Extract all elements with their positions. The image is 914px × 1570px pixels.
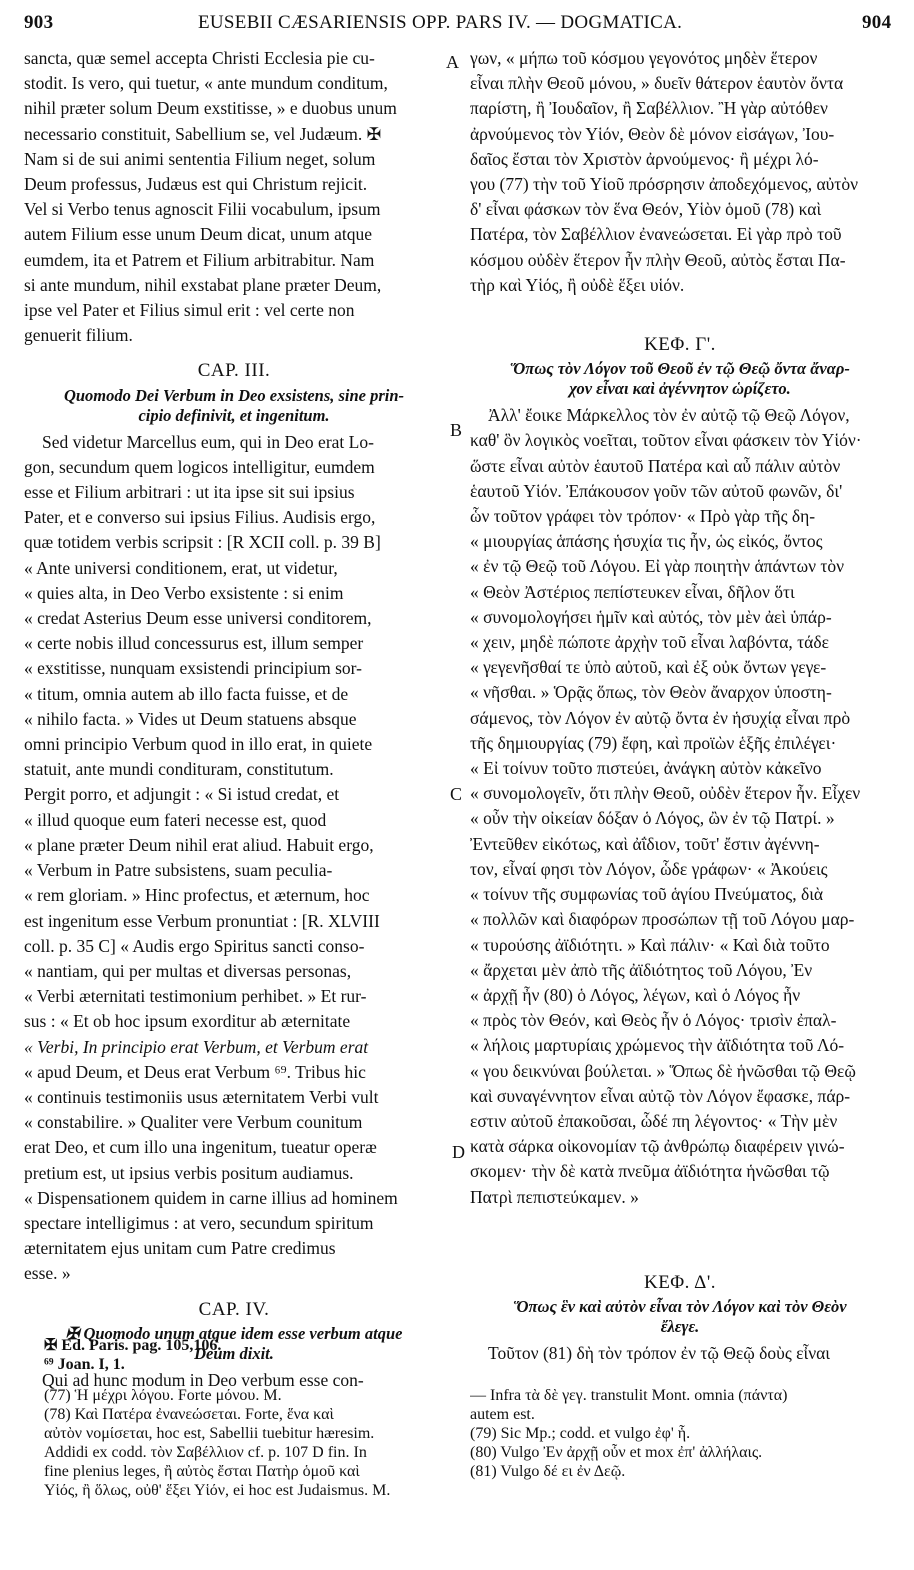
text-line: Τοῦτον (81) δὴ τὸν τρόπον ἐν τῷ Θεῷ δοὺς εἶναι bbox=[488, 1342, 830, 1363]
text-line: eumdem, ita et Patrem et Filium arbitrabitur. Nam bbox=[24, 249, 375, 270]
greek-paragraph-2 bbox=[470, 403, 890, 1210]
text-line: « πολλῶν καὶ διαφόρων προσώπων τῇ τοῦ Λόγου μαρ- bbox=[470, 909, 855, 930]
text-line: τον, εἶναί φησι τὸν Λόγον, ὧδε γράφων· « Ἀκούεις bbox=[470, 858, 828, 879]
text-line: δ' εἶναι φάσκων τὸν ἕνα Θεόν, Υἱὸν ὁμοῦ (78) καὶ bbox=[470, 199, 822, 220]
text-line: « plane præter Deum nihil erat aliud. Habuit ergo, bbox=[24, 834, 374, 855]
text-line: « credat Asterius Deum esse universi conditorem, bbox=[24, 608, 372, 629]
text-line: τῆς δημιουργίας (79) ἔφη, καὶ προϊὼν ἑξῆς ἐπιλέγει· bbox=[470, 732, 837, 753]
text-line: « exstitisse, nunquam exsistendi principium sor- bbox=[24, 658, 362, 679]
text-line: δαῖος ἔσται τὸν Χριστὸν ἀρνούμενος· ἢ μέχρι λό- bbox=[470, 148, 819, 169]
chapter-title-line: Quomodo Dei Verbum in Deo exsistens, sine prin- bbox=[63, 385, 405, 405]
critical-notes-right bbox=[470, 1386, 890, 1481]
text-line: ipse vel Pater et Filius simul erit : vel certe non bbox=[24, 300, 355, 321]
text-line: « Θεὸν Ἀστέριος πεπίστευκεν εἶναι, δῆλον ὅτι bbox=[470, 581, 795, 602]
text-line: « titum, omnia autem ab illo facta fuisse, et de bbox=[24, 683, 349, 704]
text-line: Ἀλλ' ἔοικε Μάρκελλος τὸν ἐν αὐτῷ τῷ Θεῷ Λόγον, bbox=[488, 405, 850, 426]
text-line: spectare intelligimus : at vero, secundum spiritum bbox=[24, 1212, 374, 1233]
chapter-title-line: cipio definivit, et ingenitum. bbox=[138, 405, 330, 425]
text-line: « Ante universi conditionem, erat, ut videtur, bbox=[24, 557, 338, 578]
running-title: EUSEBII CÆSARIENSIS OPP. PARS IV. — DOGMATICA. bbox=[198, 12, 683, 33]
text-line: « συνομολογεῖν, ὅτι πλὴν Θεοῦ, οὐδὲν ἕτερον ἦν. Εἶχεν bbox=[470, 783, 861, 804]
footnote-edition: ✠ Ed. Paris. pag. 105,106. bbox=[44, 1337, 222, 1354]
text-line: εστιν αὐτοῦ ἐπακοῦσαι, ὧδέ πη λέγοντος· « Τὴν μὲν bbox=[470, 1110, 838, 1131]
text-line: erat Deo, et cum illo una ingenitum, tueatur operæ bbox=[24, 1137, 377, 1158]
chapter-title-line: Deum dixit. bbox=[194, 1343, 274, 1363]
text-line: ἀρνούμενος τὸν Υἱόν, Θεὸν δὲ μόνον εἰσάγων, Ἰου- bbox=[470, 123, 835, 144]
text-line: « nihilo facta. » Vides ut Deum statuens absque bbox=[24, 708, 357, 729]
latin-paragraph-2 bbox=[24, 430, 444, 1287]
margin-letter-b: B bbox=[450, 420, 463, 440]
note-line: (77) Ἡ μέχρι λόγου. Forte μόνου. M. bbox=[44, 1387, 282, 1404]
text-line: Sed videtur Marcellus eum, qui in Deo erat Lo- bbox=[42, 431, 374, 452]
text-line: est ingenitum esse Verbum pronuntiat : [R. XLVIII bbox=[24, 910, 380, 931]
text-line: « Verbum in Patre subsistens, suam peculia- bbox=[24, 860, 333, 881]
text-line: « γου δεικνύναι βούλεται. » Ὅπως δὲ ἡνῶσθαι τῷ Θεῷ bbox=[470, 1060, 856, 1081]
text-line: « ἐν τῷ Θεῷ τοῦ Λόγου. Εἰ γὰρ ποιητὴν ἁπάντων τὸν bbox=[470, 556, 845, 577]
text-line: « ἀρχῇ ἦν (80) ὁ Λόγος, λέγων, καὶ ὁ Λόγος ἦν bbox=[470, 984, 801, 1005]
text-line: « illud quoque eum fateri necesse est, quod bbox=[24, 809, 327, 830]
text-line: sus : « Et ob hoc ipsum exorditur ab æternitate bbox=[24, 1011, 351, 1032]
greek-paragraph-1 bbox=[470, 46, 890, 298]
text-line: stodit. Is vero, qui tuetur, « ante mundum conditum, bbox=[24, 73, 388, 94]
text-line: « οὖν τὴν οἰκείαν δόξαν ὁ Λόγος, ὢν ἐν τῷ Πατρί. » bbox=[470, 808, 835, 829]
text-line: « Εἰ τοίνυν τοῦτο πιστεύει, ἀνάγκη αὐτὸν κἀκεῖνο bbox=[470, 758, 822, 779]
margin-letter-d: D bbox=[452, 1142, 465, 1162]
text-line: « certe nobis illud concessurus est, illum semper bbox=[24, 633, 364, 654]
footnote-references bbox=[44, 1336, 444, 1374]
chapter-title-kef-3 bbox=[470, 359, 890, 399]
text-line: γου (77) τὴν τοῦ Υἱοῦ πρόσρησιν ἀποδεχόμενος, αὐτὸν bbox=[470, 174, 858, 195]
chapter-heading-kef-3: ΚΕΦ. Γ'. bbox=[644, 334, 716, 356]
text-line: « constabilire. » Qualiter vere Verbum counitum bbox=[24, 1112, 363, 1133]
chapter-title-line: Ὅπως ἓν καὶ αὐτὸν εἶναι τὸν Λόγον καὶ τὸν Θεὸν bbox=[513, 1296, 847, 1316]
text-line: quæ totidem verbis scripsit : [R XCII coll. p. 39 B] bbox=[24, 532, 381, 553]
text-line: Pater, et e converso sui ipsius Filius. Audisis ergo, bbox=[24, 507, 376, 528]
note-line: αὐτὸν νομίσεται, hoc est, Sabellii tuebitur hæresim. bbox=[44, 1425, 375, 1442]
text-line: κατὰ σάρκα οἰκονομίαν τῷ ἀνθρώπῳ διαφέρειν γινώ- bbox=[470, 1136, 845, 1157]
text-line: Nam si de sui animi sententia Filium neget, solum bbox=[24, 148, 376, 169]
note-line: (81) Vulgo δέ ει ἐν Δεῷ. bbox=[470, 1463, 626, 1480]
chapter-heading-cap-4: CAP. IV. bbox=[198, 1298, 270, 1320]
text-line: καὶ συναγέννητον εἶναι αὐτῷ τὸν Λόγον ἔφασκε, πάρ- bbox=[470, 1085, 851, 1106]
page-number-right: 904 bbox=[862, 12, 892, 33]
text-line: « μιουργίας ἁπάσης ἡσυχία τις ἦν, ὡς εἰκός, ὄντος bbox=[470, 531, 823, 552]
text-line: « ἄρχεται μὲν ἀπὸ τῆς ἀϊδιότητος τοῦ Λόγου, Ἐν bbox=[470, 959, 813, 980]
text-line: genuerit filium. bbox=[24, 325, 133, 346]
chapter-title-line: Ὅπως τὸν Λόγον τοῦ Θεοῦ ἐν τῷ Θεῷ ὄντα ἄναρ- bbox=[510, 359, 850, 379]
chapter-title-line: χον εἶναι καὶ ἀγέννητον ὡρίζετο. bbox=[569, 379, 791, 399]
text-line: « rem gloriam. » Hinc profectus, et æternum, hoc bbox=[24, 885, 370, 906]
greek-column bbox=[470, 46, 890, 1366]
text-line: κόσμου οὐδὲν ἕτερον ἦν πλὴν Θεοῦ, αὐτὸς ἔσται Πα- bbox=[470, 249, 846, 270]
latin-column bbox=[24, 46, 444, 1393]
text-line: esse et Filium arbitrari : ut ita ipse sit sui ipsius bbox=[24, 482, 355, 503]
text-line: « continuis testimoniis usus æternitatem Verbi vult bbox=[24, 1086, 379, 1107]
text-line: ὥστε εἶναι αὐτὸν ἑαυτοῦ Πατέρα καὶ αὖ πάλιν αὐτὸν bbox=[470, 455, 841, 476]
chapter-title-line: ἔλεγε. bbox=[660, 1316, 700, 1336]
text-line: « quies alta, in Deo Verbo exsistente : si enim bbox=[24, 582, 344, 603]
note-line: (79) Sic Mp.; codd. et vulgo ἐφ' ἧ. bbox=[470, 1425, 691, 1442]
text-line: « τυρούσης ἀϊδιότητι. » Καὶ πάλιν· « Καὶ διὰ τοῦτο bbox=[470, 934, 830, 955]
note-line: autem est. bbox=[470, 1406, 535, 1423]
text-line: « Verbi æternitati testimonium perhibet. » Et rur- bbox=[24, 986, 367, 1007]
text-line: pretium est, ut ipsius verbis positum audiamus. bbox=[24, 1162, 354, 1183]
text-line: Πατρὶ πεπιστεύκαμεν. » bbox=[470, 1186, 639, 1207]
chapter-heading-kef-4: ΚΕΦ. Δ'. bbox=[643, 1271, 717, 1293]
chapter-title-cap-3 bbox=[24, 386, 444, 426]
text-line: εἶναι πλὴν Θεοῦ μόνου, » δυεῖν θάτερον ἑαυτὸν ὄντα bbox=[470, 73, 844, 94]
text-line: Deum professus, Judæus est qui Christum rejicit. bbox=[24, 174, 368, 195]
critical-notes-left bbox=[44, 1386, 444, 1500]
text-line: τὴρ καὶ Υἱός, ἢ οὐδὲ ἕξει υἱόν. bbox=[470, 274, 685, 295]
running-header bbox=[0, 12, 914, 42]
text-line: coll. p. 35 C] « Audis ergo Spiritus sancti conso- bbox=[24, 935, 365, 956]
text-line: σάμενος, τὸν Λόγον ἐν αὐτῷ ὄντα ἐν ἡσυχίᾳ εἶναι πρὸ bbox=[470, 707, 851, 728]
text-line: « apud Deum, et Deus erat Verbum ⁶⁹. Tribus hic bbox=[24, 1061, 366, 1082]
note-line: Υἱός, ἢ ὅλως, οὐθ' ἕξει Υἱόν, ei hoc est Judaismus. M. bbox=[44, 1482, 391, 1499]
page-number-left: 903 bbox=[24, 12, 54, 33]
text-line: ἑαυτοῦ Υἱόν. Ἐπάκουσον γοῦν τῶν αὐτοῦ φωνῶν, δι' bbox=[470, 480, 843, 501]
text-line: Vel si Verbo tenus agnoscit Filii vocabulum, ipsum bbox=[24, 199, 381, 220]
text-line: « Verbi, In principio erat Verbum, et Verbum erat bbox=[24, 1036, 369, 1057]
text-line: « πρὸς τὸν Θεόν, καὶ Θεὸς ἦν ὁ Λόγος· τρισὶν ἐπαλ- bbox=[470, 1010, 837, 1031]
chapter-title-kef-4 bbox=[470, 1297, 890, 1337]
text-line: « nantiam, qui per multas et diversas personas, bbox=[24, 960, 352, 981]
greek-paragraph-3 bbox=[470, 1341, 890, 1366]
text-line: autem Filium esse unum Deum dicat, unum atque bbox=[24, 224, 372, 245]
text-line: ὧν τοῦτον γράφει τὸν τρόπον· « Πρὸ γὰρ τῆς δη- bbox=[470, 506, 816, 527]
text-line: Qui ad hunc modum in Deo verbum esse con- bbox=[42, 1369, 364, 1390]
text-line: esse. » bbox=[24, 1263, 71, 1284]
text-line: statuit, ante mundi condituram, constitutum. bbox=[24, 759, 334, 780]
text-line: « λήλοις μαρτυρίαις χρώμενος τὴν ἀϊδιότητα τοῦ Λό- bbox=[470, 1035, 845, 1056]
text-line: Πατέρα, τὸν Σαβέλλιον ἐνανεώσεται. Εἰ γὰρ πρὸ τοῦ bbox=[470, 224, 842, 245]
footnote-scripture: ⁶⁹ Joan. I, 1. bbox=[44, 1356, 125, 1373]
text-line: « τοίνυν τῆς συμφωνίας τοῦ ἁγίου Πνεύματος, διὰ bbox=[470, 884, 824, 905]
text-line: Pergit porro, et adjungit : « Si istud credat, et bbox=[24, 784, 340, 805]
text-line: « γεγενῆσθαί τε ὑπὸ αὐτοῦ, καὶ ἐξ οὐκ ὄντων γεγε- bbox=[470, 657, 827, 678]
text-line: necessario constituit, Sabellium se, vel Judæum. ✠ bbox=[24, 123, 382, 144]
note-line: (78) Καὶ Πατέρα ἐνανεώσεται. Forte, ἕνα καὶ bbox=[44, 1406, 334, 1423]
latin-paragraph-1 bbox=[24, 46, 444, 348]
text-line: « νῆσθαι. » Ὁρᾷς ὅπως, τὸν Θεὸν ἄναρχον ὑποστη- bbox=[470, 682, 832, 703]
text-line: « Dispensationem quidem in carne illius ad hominem bbox=[24, 1187, 398, 1208]
text-line: æternitatem ejus unitam cum Patre credimus bbox=[24, 1238, 336, 1259]
text-line: omni principio Verbum quod in illo erat, in quiete bbox=[24, 734, 373, 755]
text-line: gon, secundum quem logicos intelligitur, eumdem bbox=[24, 456, 375, 477]
text-line: Ἐντεῦθεν εἰκότως, καὶ ἀΐδιον, τοῦτ' ἔστιν ἀγέννη- bbox=[470, 833, 820, 854]
text-line: nihil præter solum Deum exstitisse, » e duobus unum bbox=[24, 98, 397, 119]
margin-letter-c: C bbox=[450, 784, 463, 804]
text-line: παρίστη, ἢ Ἰουδαῖον, ἢ Σαβέλλιον. Ἢ γὰρ αὐτόθεν bbox=[470, 98, 828, 119]
margin-letter-a: A bbox=[446, 52, 459, 72]
note-line: — Infra τὰ δὲ γεγ. transtulit Mont. omnia (πάντα) bbox=[470, 1387, 788, 1404]
chapter-title-line: ✠ Quomodo unum atque idem esse verbum atque bbox=[65, 1323, 403, 1343]
text-line: γων, « μήπω τοῦ κόσμου γεγονότος μηδὲν ἕτερον bbox=[470, 48, 818, 68]
note-line: Addidi ex codd. τὸν Σαβέλλιον cf. p. 107 D fin. In bbox=[44, 1444, 367, 1461]
note-line: fine plenius leges, ἢ αὐτὸς ἔσται Πατὴρ ὁμοῦ καὶ bbox=[44, 1463, 360, 1480]
text-line: σκομεν· τὴν δὲ κατὰ πνεῦμα ἀϊδιότητα ἡνῶσθαι τῷ bbox=[470, 1161, 830, 1182]
text-line: « συνομολογήσει ἡμῖν καὶ αὐτός, τὸν μὲν ἀεὶ ὑπάρ- bbox=[470, 606, 832, 627]
text-line: sancta, quæ semel accepta Christi Ecclesia pie cu- bbox=[24, 48, 375, 68]
text-line: « χειν, μηδὲ πώποτε ἀρχὴν τοῦ εἶναι λαβόντα, τάδε bbox=[470, 632, 829, 653]
text-line: καθ' ὃν λογικὸς νοεῖται, τοῦτον εἶναι φάσκειν τὸν Υἱόν· bbox=[470, 430, 862, 451]
note-line: (80) Vulgo Ἐν ἀρχῇ οὖν et mox ἐπ' ἀλλήλαις. bbox=[470, 1444, 763, 1461]
chapter-heading-cap-3: CAP. III. bbox=[197, 360, 271, 382]
text-line: si ante mundum, nihil exstabat plane præter Deum, bbox=[24, 274, 382, 295]
